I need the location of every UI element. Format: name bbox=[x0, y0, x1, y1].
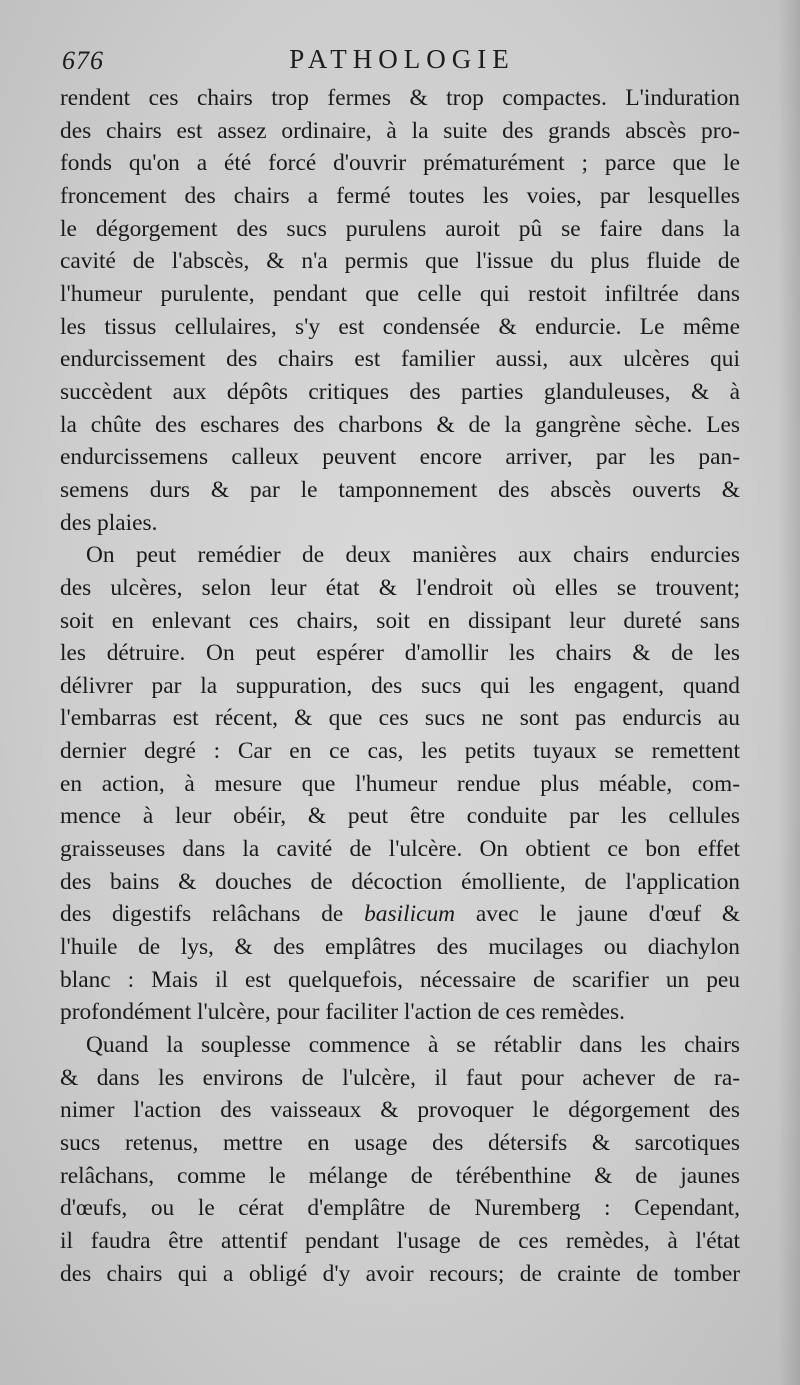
text-line: des chairs est assez ordinaire, à la suite des grands abscès pro- bbox=[60, 117, 740, 144]
text-segment: avec le jaune d'œuf & bbox=[475, 901, 741, 928]
text-line: endurcissement des chairs est familier aussi, aux ulcères qui bbox=[60, 346, 740, 373]
text-line: mence à leur obéir, & peut être conduite par les cellules bbox=[60, 803, 740, 830]
page-header bbox=[62, 44, 742, 80]
text-line: soit en enlevant ces chairs, soit en dissipant leur dureté sans bbox=[60, 607, 740, 634]
text-line: profondément l'ulcère, pour faciliter l'action de ces remèdes. bbox=[60, 999, 626, 1026]
text-line: les détruire. On peut espérer d'amollir les chairs & de les bbox=[60, 640, 740, 667]
text-line: des plaies. bbox=[60, 509, 158, 536]
page-shadow bbox=[778, 0, 800, 1385]
text-line: des bains & douches de décoction émolliente, de l'application bbox=[60, 868, 740, 895]
text-line: des ulcères, selon leur état & l'endroit où elles se trouvent; bbox=[60, 574, 740, 601]
text-line: rendent ces chairs trop fermes & trop compactes. L'induration bbox=[60, 85, 740, 111]
text-line: l'huile de lys, & des emplâtres des mucilages ou diachylon bbox=[60, 934, 740, 961]
italic-term: basilicum bbox=[364, 901, 456, 928]
text-line: semens durs & par le tamponnement des abscès ouverts & bbox=[60, 476, 740, 503]
text-line: des chairs qui a obligé d'y avoir recours; de crainte de tomber bbox=[60, 1260, 740, 1287]
paragraph-3 bbox=[60, 1029, 740, 1290]
page-number: 676 bbox=[62, 46, 104, 75]
text-line: l'embarras est récent, & que ces sucs ne sont pas endurcis au bbox=[60, 705, 740, 732]
paragraph-1 bbox=[60, 82, 740, 539]
text-line: On peut remédier de deux manières aux chairs endurcies bbox=[86, 542, 740, 569]
text-line: l'humeur purulente, pendant que celle qui restoit infiltrée dans bbox=[60, 280, 740, 307]
text-line: en action, à mesure que l'humeur rendue plus méable, com- bbox=[60, 770, 740, 797]
text-line: il faudra être attentif pendant l'usage de ces remèdes, à l'état bbox=[60, 1227, 740, 1254]
text-line: le dégorgement des sucs purulens auroit pû se faire dans la bbox=[60, 215, 740, 242]
paragraph-2 bbox=[60, 539, 740, 1029]
text-line: blanc : Mais il est quelquefois, nécessaire de scarifier un peu bbox=[60, 966, 740, 993]
text-line: cavité de l'abscès, & n'a permis que l'issue du plus fluide de bbox=[60, 248, 740, 275]
text-line: sucs retenus, mettre en usage des détersifs & sarcotiques bbox=[60, 1130, 740, 1156]
text-line: la chûte des eschares des charbons & de la gangrène sèche. Les bbox=[60, 411, 740, 438]
text-line: graisseuses dans la cavité de l'ulcère. On obtient ce bon effet bbox=[60, 836, 740, 863]
text-line: dernier degré : Car en ce cas, les petits tuyaux se remettent bbox=[60, 738, 740, 765]
text-line: Quand la souplesse commence à se rétablir dans les chairs bbox=[86, 1032, 740, 1059]
text-line: fonds qu'on a été forcé d'ouvrir prématurément ; parce que le bbox=[60, 150, 740, 177]
text-line: nimer l'action des vaisseaux & provoquer le dégorgement des bbox=[60, 1097, 740, 1124]
text-segment: des digestifs relâchans de bbox=[60, 901, 344, 928]
text-line: les tissus cellulaires, s'y est condensée & endurcie. Le même bbox=[60, 313, 740, 340]
body-text bbox=[60, 82, 740, 1290]
text-line: d'œufs, ou le cérat d'emplâtre de Nuremberg : Cependant, bbox=[60, 1195, 740, 1222]
text-line: endurcissemens calleux peuvent encore arriver, par les pan- bbox=[60, 444, 740, 471]
text-line: froncement des chairs a fermé toutes les voies, par lesquelles bbox=[60, 182, 740, 209]
text-line: relâchans, comme le mélange de térébenthine & de jaunes bbox=[60, 1162, 740, 1189]
text-line: délivrer par la suppuration, des sucs qui les engagent, quand bbox=[60, 672, 740, 699]
text-line: & dans les environs de l'ulcère, il faut pour achever de ra- bbox=[60, 1064, 740, 1091]
running-head: PATHOLOGIE bbox=[289, 44, 515, 74]
text-line: succèdent aux dépôts critiques des parties glanduleuses, & à bbox=[60, 378, 740, 405]
text-line-basilicum bbox=[60, 898, 740, 931]
